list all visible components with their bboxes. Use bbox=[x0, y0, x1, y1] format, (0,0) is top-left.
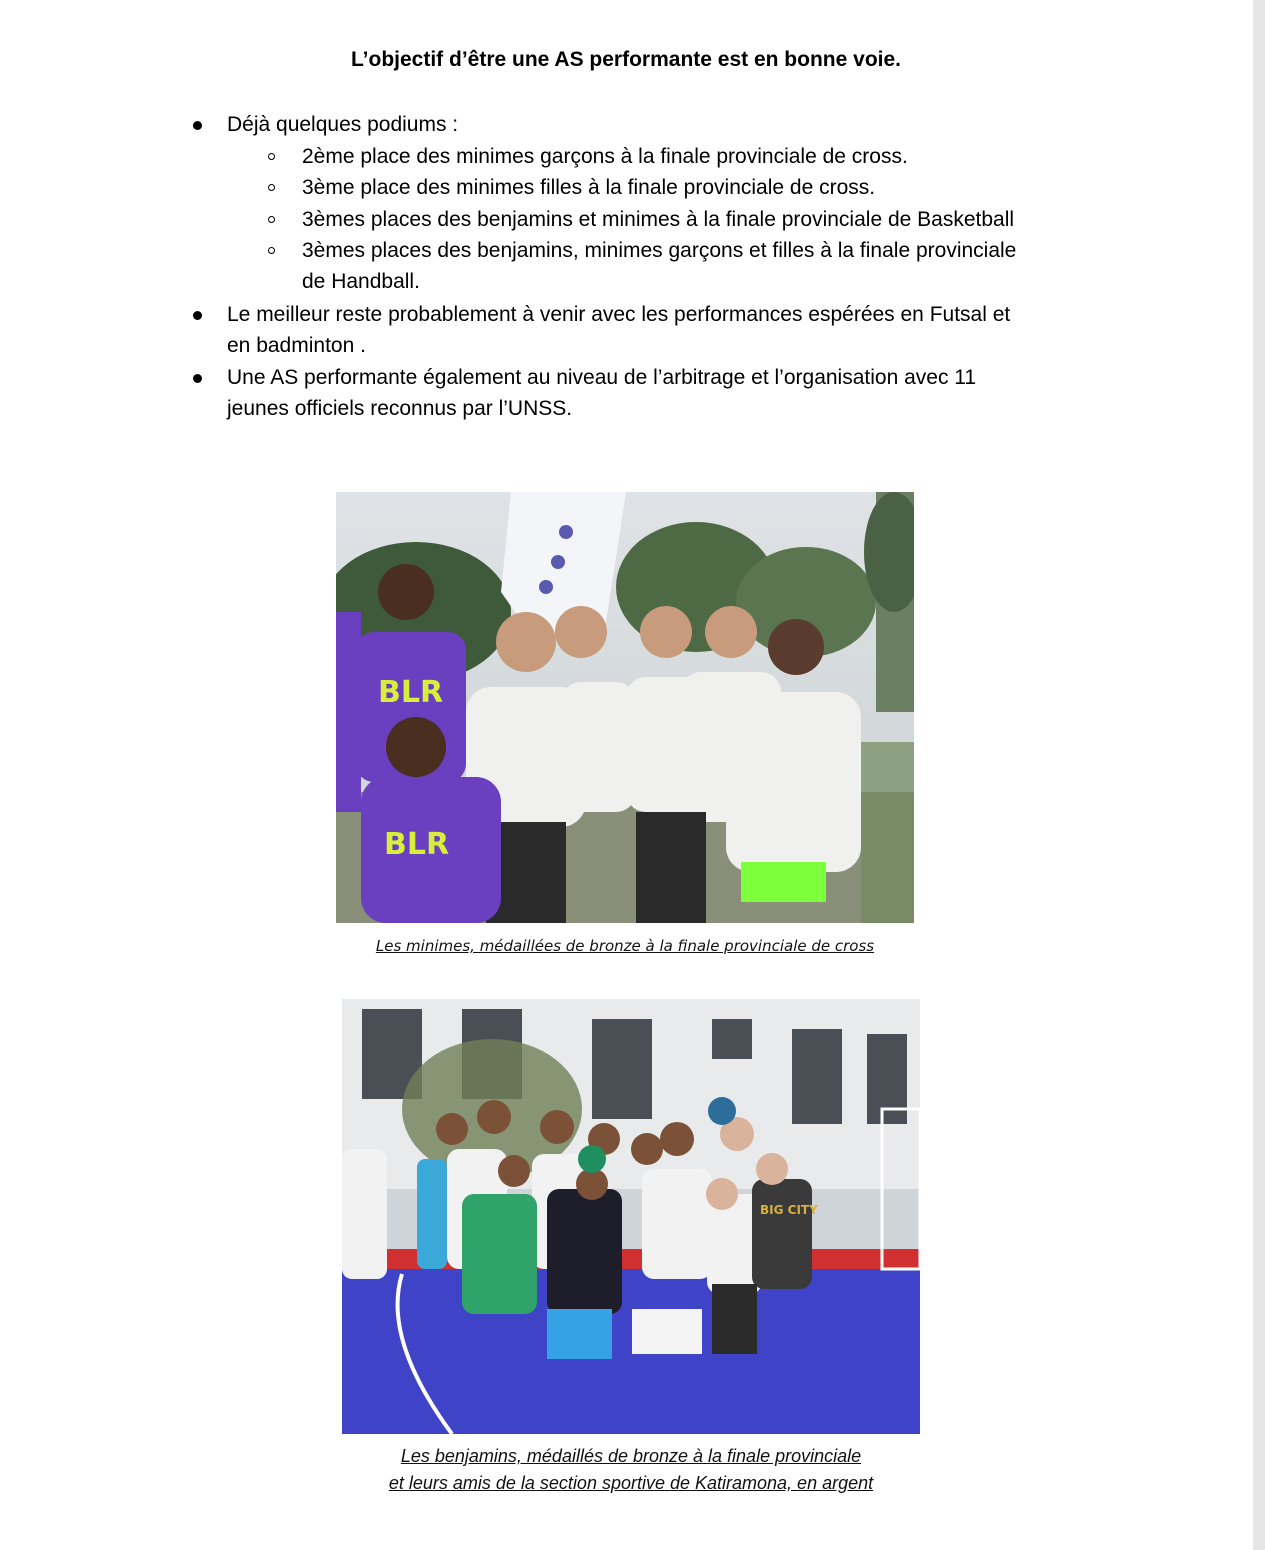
bullet-icon bbox=[193, 311, 202, 320]
sub-list-item: 2ème place des minimes garçons à la finale provinciale de cross. bbox=[302, 145, 908, 168]
scrollbar[interactable] bbox=[1253, 0, 1265, 1550]
sub-bullet-icon bbox=[268, 247, 275, 254]
shirt-text: BLR bbox=[378, 675, 444, 710]
shirt-text: BIG CITY bbox=[760, 1203, 818, 1217]
photo-benjamins bbox=[342, 999, 920, 1434]
list-item: Déjà quelques podiums : bbox=[227, 113, 459, 136]
sub-list-item-continuation: de Handball. bbox=[302, 270, 420, 293]
bullet-icon bbox=[193, 121, 202, 130]
list-item-continuation: en badminton . bbox=[227, 334, 366, 357]
list-item: Le meilleur reste probablement à venir avec les performances espérées en Futsal et bbox=[227, 303, 1011, 326]
photo-benjamins-illustration bbox=[342, 999, 920, 1434]
photo-minimes-cross bbox=[336, 492, 914, 923]
sub-bullet-icon bbox=[268, 153, 275, 160]
shirt-text: BLR bbox=[384, 827, 450, 862]
caption-benjamins-line2: et leurs amis de la section sportive de Katiramona, en argent bbox=[388, 1473, 874, 1493]
sub-bullet-icon bbox=[268, 184, 275, 191]
sub-bullet-icon bbox=[268, 216, 275, 223]
sub-list-item: 3èmes places des benjamins et minimes à la finale provinciale de Basketball bbox=[302, 208, 1015, 231]
list-item-continuation: jeunes officiels reconnus par l’UNSS. bbox=[227, 397, 573, 420]
list-item: Une AS performante également au niveau de l’arbitrage et l’organisation avec 11 bbox=[227, 366, 977, 389]
caption-minimes: Les minimes, médaillées de bronze à la finale provinciale de cross bbox=[375, 937, 875, 955]
page-title: L’objectif d’être une AS performante est en bonne voie. bbox=[351, 48, 901, 71]
sub-list-item: 3èmes places des benjamins, minimes garçons et filles à la finale provinciale bbox=[302, 239, 1017, 262]
photo-minimes-illustration bbox=[336, 492, 914, 923]
bullet-icon bbox=[193, 374, 202, 383]
sub-list-item: 3ème place des minimes filles à la finale provinciale de cross. bbox=[302, 176, 876, 199]
caption-benjamins-line1: Les benjamins, médaillés de bronze à la finale provinciale bbox=[400, 1446, 862, 1466]
